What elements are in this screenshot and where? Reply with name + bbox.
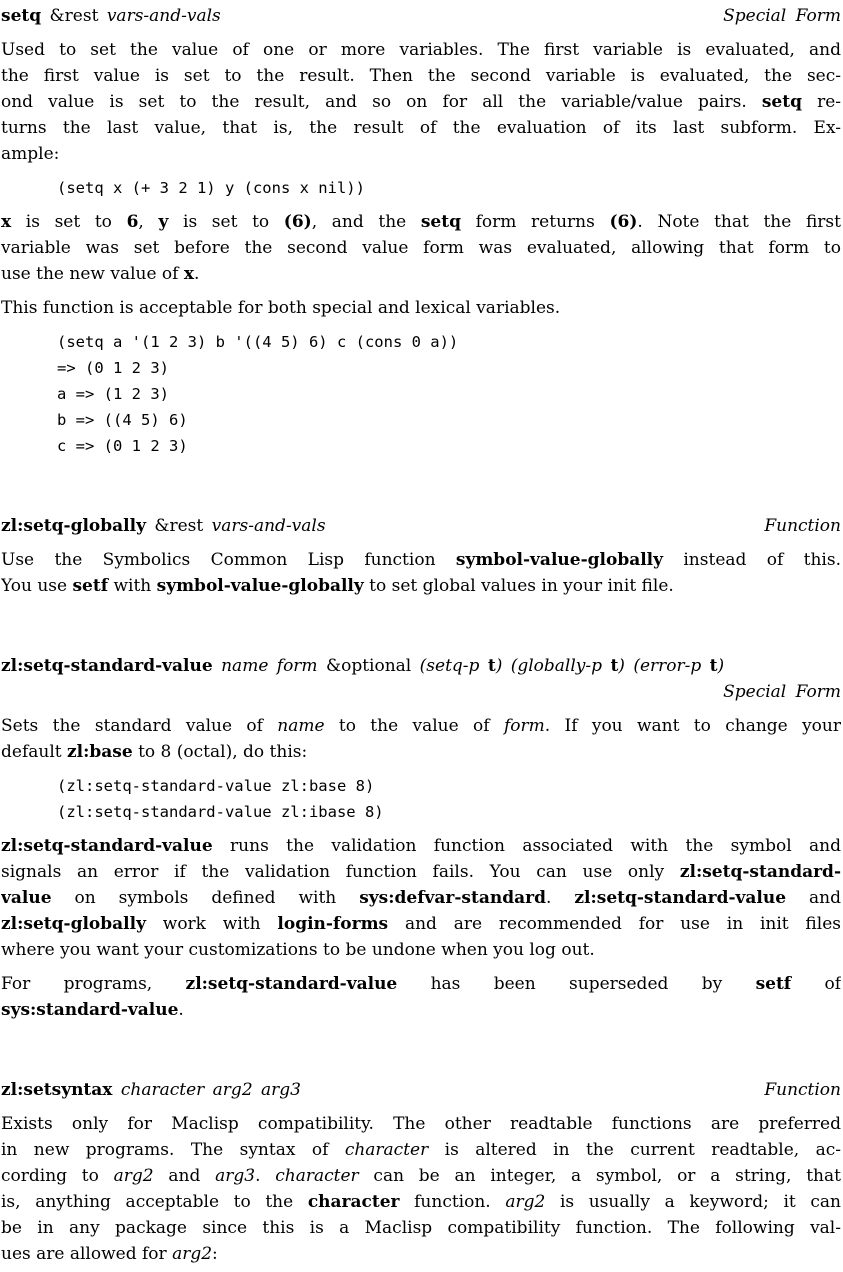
paragraph-line [1, 911, 841, 937]
text-run: zl:setq-standard-value [185, 974, 398, 994]
text-run: setf [72, 576, 109, 596]
text-run: zl:setsyntax [1, 1080, 113, 1100]
text-run: t [610, 656, 619, 676]
code-line: b => ((4 5) 6) [57, 411, 188, 429]
text-run: . [545, 888, 575, 908]
definition-type-label-line [1, 679, 841, 705]
text-run: &rest [41, 6, 107, 26]
text-run: , [138, 212, 159, 232]
text-run: and [786, 888, 841, 908]
text-run: . [194, 264, 200, 284]
text-run: is usually a keyword; it can [545, 1192, 841, 1212]
text-run [213, 656, 221, 676]
text-run: setq [420, 212, 461, 232]
text-run: (6) [283, 212, 312, 232]
text-run: character [275, 1166, 359, 1186]
text-run: name [277, 716, 325, 736]
paragraph-line [1, 937, 841, 963]
text-run: the first value is set to the result. Then the second variable is evaluated, the sec- [1, 66, 841, 86]
text-run: login-forms [277, 914, 389, 934]
text-run: symbol-value-globally [455, 550, 664, 570]
text-run: , and the [311, 212, 421, 232]
text-run: . If you want to change your [544, 716, 841, 736]
paragraph-line [1, 209, 841, 235]
text-run: re- [801, 92, 841, 112]
text-run: work with [145, 914, 278, 934]
text-run: Use the Symbolics Common Lisp function [1, 550, 456, 570]
paragraph [1, 1111, 841, 1267]
paragraph [1, 971, 841, 1023]
doc-section [1, 3, 841, 459]
text-run: arg2 [172, 1244, 213, 1264]
paragraph-line [1, 261, 841, 287]
text-run: to set global values in your init file. [363, 576, 674, 596]
doc-section [1, 513, 841, 599]
definition-type-label: Special Form [723, 6, 841, 26]
paragraph-line [1, 141, 841, 167]
definition-type-label: Function [764, 516, 841, 536]
text-run: character [344, 1140, 429, 1160]
code-line: (setq a '(1 2 3) b '((4 5) 6) c (cons 0 a)) [57, 333, 459, 351]
text-run: with [108, 576, 157, 596]
text-run: is, anything acceptable to the [1, 1192, 308, 1212]
text-run: on symbols defined with [51, 888, 360, 908]
code-line: (setq x (+ 3 2 1) y (cons x nil)) [57, 179, 365, 197]
code-block [1, 329, 841, 459]
text-run: ) [717, 656, 725, 676]
text-run: sys:defvar-standard [359, 888, 546, 908]
text-run: setq [761, 92, 802, 112]
text-run: &optional [317, 656, 420, 676]
text-run: and [153, 1166, 216, 1186]
text-run: Exists only for Maclisp compatibility. The other readtable functions are preferred [1, 1114, 841, 1134]
paragraph-line [1, 885, 841, 911]
paragraph-line [1, 713, 841, 739]
text-run: . [255, 1166, 276, 1186]
text-run: ) (error-p [618, 656, 710, 676]
paragraph-line [1, 859, 841, 885]
text-run: arg2 [113, 1166, 154, 1186]
text-run: character [307, 1192, 400, 1212]
paragraph-line [1, 547, 841, 573]
text-run: This function is acceptable for both special and lexical variables. [1, 298, 561, 318]
paragraph [1, 547, 841, 599]
text-run: arg3 [215, 1166, 256, 1186]
paragraph [1, 833, 841, 963]
text-run: value [1, 888, 52, 908]
paragraph-line [1, 89, 841, 115]
text-run: in new programs. The syntax of [1, 1140, 345, 1160]
text-run: arg2 [505, 1192, 546, 1212]
text-run: setq [1, 6, 42, 26]
text-run: zl:setq-standard-value [1, 836, 213, 856]
text-run: . [178, 1000, 184, 1020]
text-run: form [503, 716, 545, 736]
text-run: character arg2 arg3 [120, 1080, 301, 1100]
paragraph-line [1, 63, 841, 89]
text-run: zl:setq-standard-value [1, 656, 213, 676]
definition-signature [1, 1077, 301, 1103]
definition-signature [1, 513, 326, 539]
paragraph [1, 295, 841, 321]
text-run: cording to [1, 1166, 114, 1186]
text-run: sys:standard-value [1, 1000, 179, 1020]
text-run: zl:setq-standard- [679, 862, 841, 882]
paragraph-line [1, 1189, 841, 1215]
text-run: zl:setq-standard-value [574, 888, 787, 908]
definition-type-label: Special Form [723, 682, 841, 702]
definition-heading [1, 1077, 841, 1103]
paragraph-line [1, 997, 841, 1023]
paragraph-line [1, 573, 841, 599]
paragraph-line [1, 1163, 841, 1189]
text-run: vars-and-vals [106, 6, 221, 26]
text-run: turns the last value, that is, the result of the evaluation of its last subform. Ex- [1, 118, 841, 138]
definition-heading [1, 513, 841, 539]
text-run: y [158, 212, 169, 232]
text-run: . Note that the first [637, 212, 841, 232]
text-run: ample: [1, 144, 60, 164]
text-run: zl:base [67, 742, 133, 762]
text-run: use the new value of [1, 264, 184, 284]
paragraph-line [1, 115, 841, 141]
text-run: variable was set before the second value form was evaluated, allowing that form to [1, 238, 841, 258]
text-run: ues are allowed for [1, 1244, 173, 1264]
code-line: (zl:setq-standard-value zl:ibase 8) [57, 803, 384, 821]
doc-section [1, 653, 841, 1023]
text-run: is altered in the current readtable, ac- [428, 1140, 841, 1160]
text-run: function. [399, 1192, 506, 1212]
text-run: of [791, 974, 841, 994]
text-run: t [709, 656, 718, 676]
definition-heading [1, 653, 841, 679]
paragraph-line [1, 37, 841, 63]
paragraph-line [1, 235, 841, 261]
code-block [1, 175, 841, 201]
text-run: and are recommended for use in init files [388, 914, 841, 934]
text-run: has been superseded by [397, 974, 756, 994]
definition-type-label: Function [764, 1080, 841, 1100]
paragraph-line [1, 1111, 841, 1137]
text-run: : [212, 1244, 218, 1264]
text-run: vars-and-vals [211, 516, 326, 536]
text-run: runs the validation function associated with the symbol and [212, 836, 841, 856]
text-run: x [1, 212, 12, 232]
text-run: For programs, [1, 974, 186, 994]
text-run: Used to set the value of one or more variables. The first variable is evaluated, and [1, 40, 841, 60]
text-run: Sets the standard value of [1, 716, 278, 736]
code-line: a => (1 2 3) [57, 385, 169, 403]
paragraph-line [1, 739, 841, 765]
text-run: ) (globally-p [495, 656, 611, 676]
definition-heading [1, 3, 841, 29]
paragraph-line [1, 1215, 841, 1241]
paragraph-line [1, 833, 841, 859]
paragraph [1, 209, 841, 287]
paragraph-line [1, 295, 841, 321]
text-run: You use [1, 576, 73, 596]
paragraph-line [1, 1137, 841, 1163]
text-run: name form [221, 656, 318, 676]
text-run: &rest [145, 516, 212, 536]
text-run: ond value is set to the result, and so on for all the variable/value pairs. [1, 92, 762, 112]
text-run: be in any package since this is a Maclisp compatibility function. The following val- [1, 1218, 841, 1238]
text-run [112, 1080, 120, 1100]
text-run: can be an integer, a symbol, or a string, that [358, 1166, 841, 1186]
text-run: instead of this. [663, 550, 841, 570]
text-run: to the value of [324, 716, 504, 736]
code-line: => (0 1 2 3) [57, 359, 169, 377]
code-line: c => (0 1 2 3) [57, 437, 188, 455]
paragraph [1, 37, 841, 167]
paragraph [1, 713, 841, 765]
text-run: t [487, 656, 496, 676]
paragraph-line [1, 971, 841, 997]
text-run: to 8 (octal), do this: [132, 742, 308, 762]
text-run: symbol-value-globally [156, 576, 364, 596]
code-line: (zl:setq-standard-value zl:base 8) [57, 777, 375, 795]
text-run: is set to [168, 212, 284, 232]
text-run: (setq-p [419, 656, 488, 676]
definition-signature [1, 653, 724, 679]
definition-signature [1, 3, 221, 29]
code-block [1, 773, 841, 825]
text-run: (6) [609, 212, 638, 232]
text-run: is set to [11, 212, 127, 232]
text-run: zl:setq-globally [1, 914, 146, 934]
text-run: 6 [126, 212, 139, 232]
doc-section [1, 1077, 841, 1267]
text-run: form returns [460, 212, 610, 232]
text-run: x [183, 264, 195, 284]
text-run: where you want your customizations to be undone when you log out. [1, 940, 595, 960]
paragraph-line [1, 1241, 841, 1267]
text-run: setf [755, 974, 792, 994]
text-run: signals an error if the validation function fails. You can use only [1, 862, 680, 882]
text-run: zl:setq-globally [1, 516, 146, 536]
text-run: default [1, 742, 67, 762]
